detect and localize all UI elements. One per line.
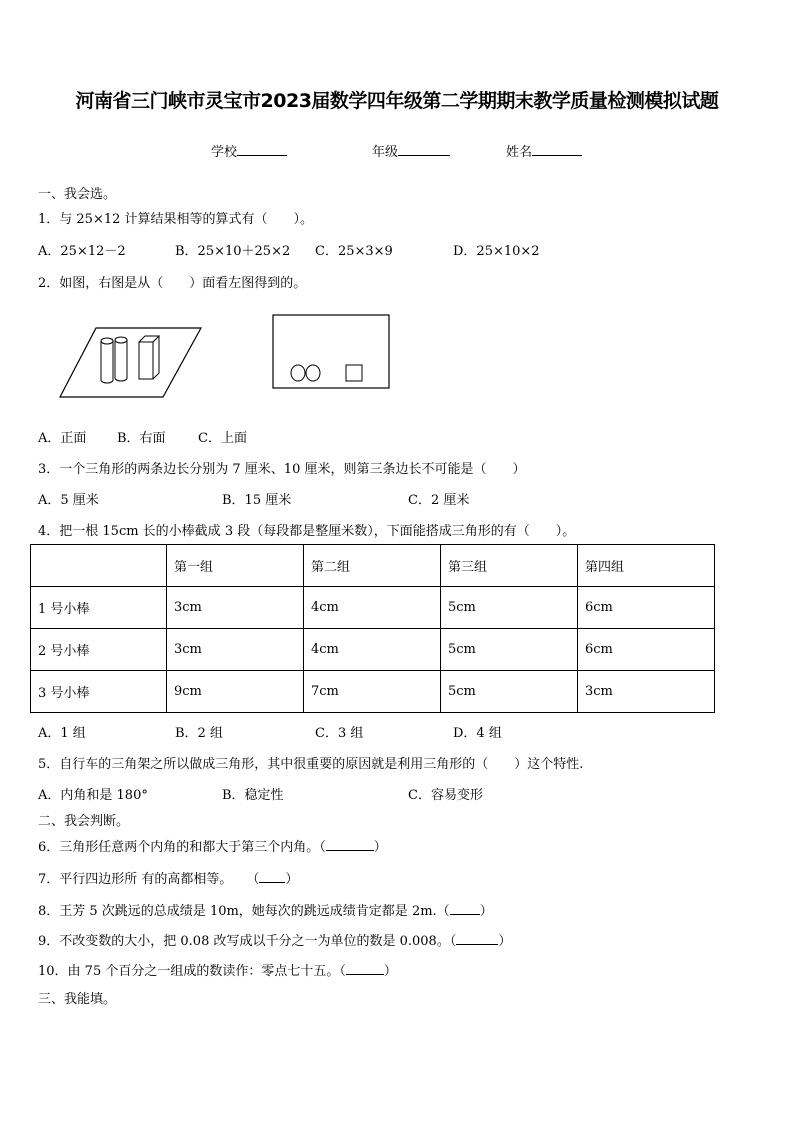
question-8-answer-blank[interactable] (450, 902, 480, 915)
question-5-stem: 5．自行车的三角架之所以做成三角形，其中很重要的原因就是利用三角形的（ ）这个特性. (38, 757, 584, 772)
table-cell: 1 号小棒 (31, 587, 167, 629)
table-row (31, 587, 715, 629)
grade-label: 年级 (372, 145, 399, 160)
cylinder-2 (115, 337, 127, 381)
question-3-option-a[interactable]: A．5 厘米 (38, 493, 99, 508)
question-1-stem: 1．与 25×12 计算结果相等的算式有（ ）。 (38, 212, 314, 227)
grade-blank[interactable] (398, 143, 450, 156)
school-blank[interactable] (237, 143, 287, 156)
question-7-answer-blank[interactable] (259, 870, 285, 883)
solid-objects-figure (58, 322, 204, 400)
name-blank[interactable] (532, 143, 582, 156)
table-cell: 4cm (304, 587, 441, 629)
table-row (31, 629, 715, 671)
question-8-stem: 8．王芳 5 次跳远的总成绩是 10m，她每次的跳远成绩肯定都是 2m. (38, 904, 437, 919)
question-6-stem: 6．三角形任意两个内角的和都大于第三个内角。 (38, 840, 320, 855)
table-cell: 2 号小棒 (31, 629, 167, 671)
table-header-cell (31, 545, 167, 587)
question-9-answer-blank[interactable] (456, 932, 498, 945)
bracket-open: （ (449, 934, 457, 949)
question-2-option-b[interactable]: B．右面 (117, 431, 166, 446)
bracket-open: （ (319, 840, 326, 855)
bracket-close: ） (498, 934, 512, 949)
question-6-answer-blank[interactable] (326, 838, 374, 851)
table-row (31, 671, 715, 713)
section-2-heading: 二、我会判断。 (38, 814, 130, 829)
table-header-cell: 第二组 (304, 545, 441, 587)
table-cell: 4cm (304, 629, 441, 671)
table-cell: 9cm (167, 671, 304, 713)
table-cell: 6cm (578, 629, 715, 671)
bracket-open: （ (339, 964, 346, 979)
name-field[interactable] (506, 141, 582, 160)
question-3-option-c[interactable]: C．2 厘米 (408, 493, 470, 508)
question-8 (38, 900, 493, 919)
school-field[interactable] (211, 141, 287, 160)
cylinder-1 (101, 338, 113, 383)
bracket-close: ） (373, 840, 387, 855)
cuboid (139, 336, 159, 379)
section-3-heading: 三、我能填。 (38, 992, 117, 1007)
table-cell: 5cm (441, 629, 578, 671)
question-10-answer-blank[interactable] (346, 962, 384, 975)
question-3-option-b[interactable]: B．15 厘米 (222, 493, 292, 508)
question-10 (38, 960, 397, 979)
view-frame (273, 315, 389, 388)
question-5-option-c[interactable]: C．容易变形 (408, 788, 483, 803)
question-10-stem: 10．由 75 个百分之一组成的数读作：零点七十五。 (38, 964, 340, 979)
table-header-cell: 第一组 (167, 545, 304, 587)
question-4-option-a[interactable]: A．1 组 (38, 726, 86, 741)
table-header-row (31, 545, 715, 587)
table-header-cell: 第四组 (578, 545, 715, 587)
question-1-option-c[interactable]: C．25×3×9 (315, 244, 393, 259)
square (346, 365, 362, 381)
table-cell: 6cm (578, 587, 715, 629)
circle-2 (306, 365, 320, 381)
bracket-close: ） (285, 872, 299, 887)
bracket-open: （ (436, 904, 450, 919)
table-header-cell: 第三组 (441, 545, 578, 587)
question-9 (38, 930, 511, 949)
table-cell: 3cm (578, 671, 715, 713)
question-3-stem: 3．一个三角形的两条边长分别为 7 厘米、10 厘米，则第三条边长不可能是（ ） (38, 462, 526, 477)
school-label: 学校 (211, 145, 238, 160)
page-title: 河南省三门峡市灵宝市2023届数学四年级第二学期期末教学质量检测模拟试题 (75, 90, 719, 112)
base-parallelogram (60, 328, 201, 397)
question-9-stem: 9．不改变数的大小，把 0.08 改写成以千分之一为单位的数是 0.008。 (38, 934, 450, 949)
table-cell: 5cm (441, 671, 578, 713)
question-5-option-a[interactable]: A．内角和是 180° (38, 788, 148, 803)
name-label: 姓名 (506, 145, 533, 160)
question-4-stem: 4．把一根 15cm 长的小棒截成 3 段（每段都是整厘米数），下面能搭成三角形的有（ ）。 (38, 524, 576, 539)
bracket-close: ） (479, 904, 493, 919)
table-cell: 5cm (441, 587, 578, 629)
question-1-option-a[interactable]: A．25×12－2 (38, 244, 126, 259)
circle-1 (291, 365, 305, 381)
question-4-option-d[interactable]: D．4 组 (453, 726, 502, 741)
table-cell: 7cm (304, 671, 441, 713)
table-cell: 3 号小棒 (31, 671, 167, 713)
question-2-stem: 2．如图，右图是从（ ）面看左图得到的。 (38, 276, 307, 291)
table-cell: 3cm (167, 587, 304, 629)
section-1-heading: 一、我会选。 (38, 187, 117, 202)
question-5-option-b[interactable]: B．稳定性 (222, 788, 284, 803)
question-7-stem: 7．平行四边形所 有的高都相等。 (38, 872, 233, 887)
question-2-option-a[interactable]: A．正面 (38, 431, 87, 446)
table-cell: 3cm (167, 629, 304, 671)
bracket-open: （ (246, 872, 260, 887)
question-2-option-c[interactable]: C．上面 (198, 431, 247, 446)
question-1-option-b[interactable]: B．25×10＋25×2 (175, 244, 291, 259)
question-1-option-d[interactable]: D．25×10×2 (453, 244, 540, 259)
question-4-option-b[interactable]: B．2 组 (175, 726, 223, 741)
question-7 (38, 868, 298, 887)
view-figure (272, 314, 391, 390)
bracket-close: ） (383, 964, 397, 979)
question-4-option-c[interactable]: C．3 组 (315, 726, 364, 741)
grade-field[interactable] (372, 141, 450, 160)
sticks-table (30, 544, 715, 713)
question-6 (38, 836, 387, 855)
